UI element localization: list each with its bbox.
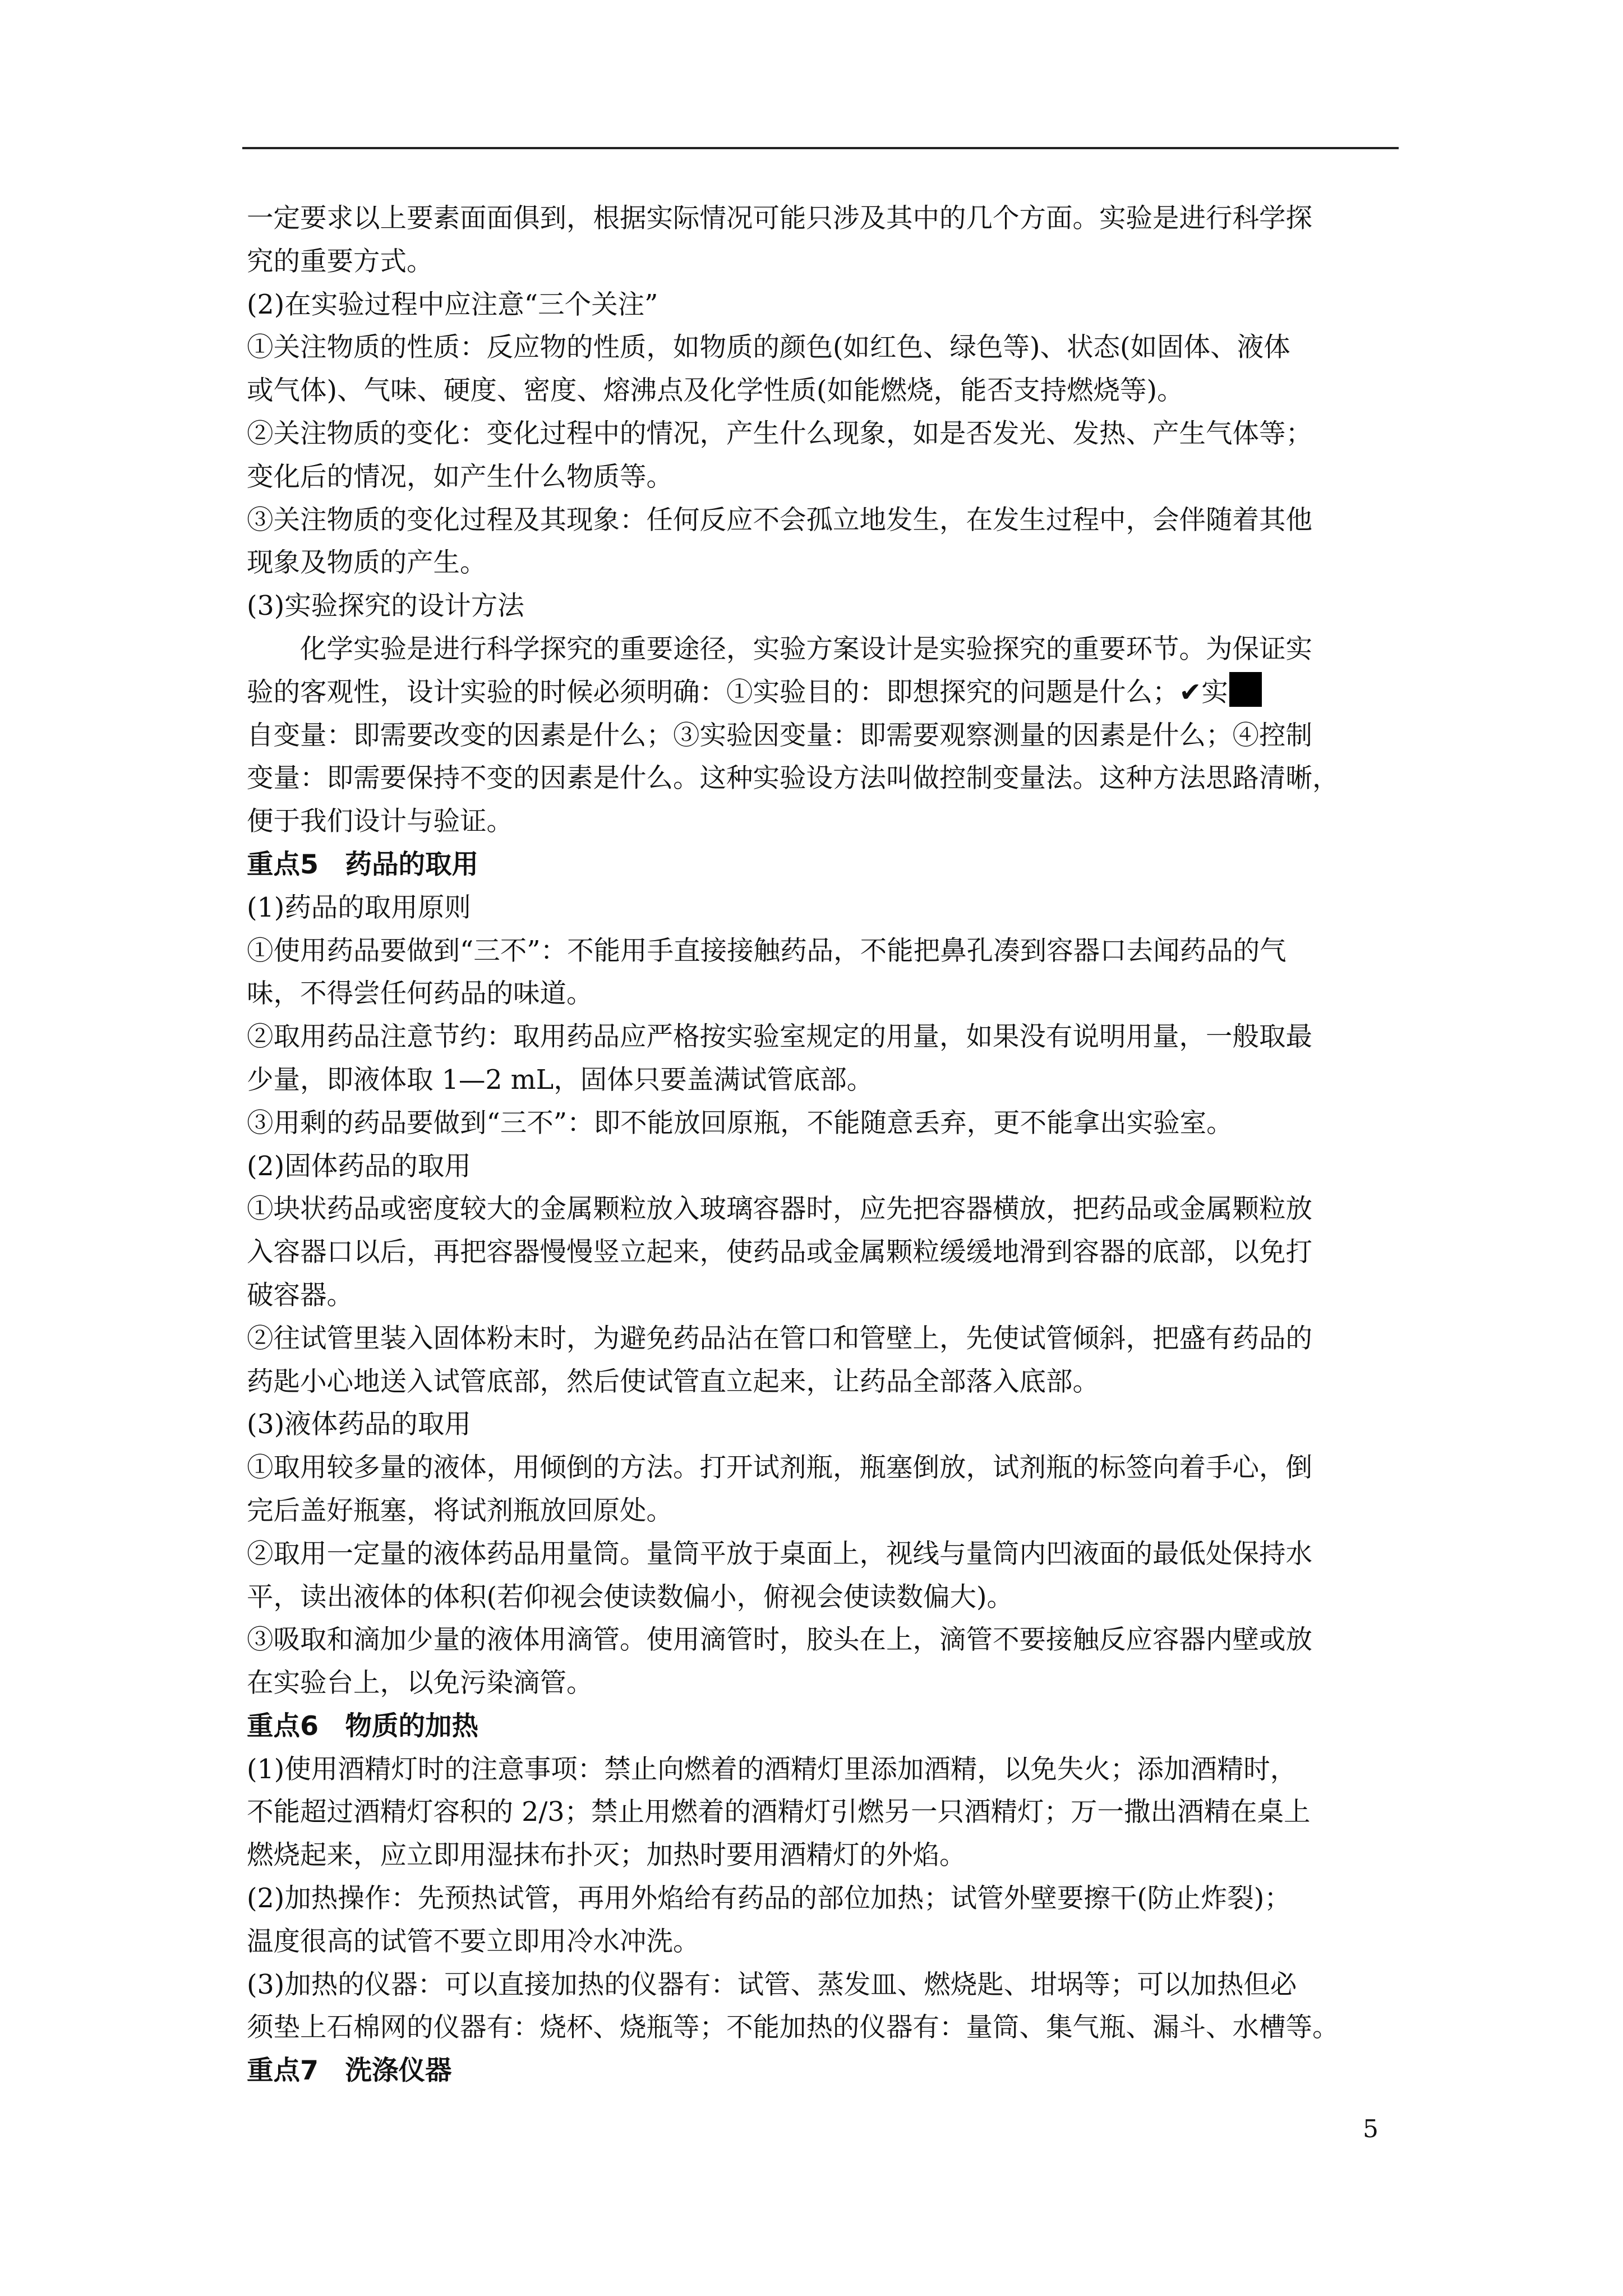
text-line: ③用剩的药品要做到“三不”：即不能放回原瓶，不能随意丢弃，更不能拿出实验室。	[247, 1107, 1233, 1139]
text-line: 药匙小心地送入试管底部，然后使试管直立起来，让药品全部落入底部。	[247, 1366, 1099, 1397]
text-line: 现象及物质的产生。	[247, 547, 487, 579]
text-line: (3)实验探究的设计方法	[247, 591, 524, 622]
text-line: 或气体)、气味、硬度、密度、熔沸点及化学性质(如能燃烧，能否支持燃烧等)。	[247, 375, 1184, 407]
text-line: (3)液体药品的取用	[247, 1409, 471, 1441]
section-heading: 重点5 药品的取用	[247, 849, 479, 880]
text-line: ②取用一定量的液体药品用量筒。量筒平放于桌面上，视线与量筒内凹液面的最低处保持水	[247, 1538, 1312, 1570]
text-line: ①取用较多量的液体，用倾倒的方法。打开试剂瓶，瓶塞倒放，试剂瓶的标签向着手心，倒	[247, 1452, 1312, 1484]
text-line: 在实验台上，以免污染滴管。	[247, 1668, 593, 1699]
text-line: 不能超过酒精灯容积的 2/3；禁止用燃着的酒精灯引燃另一只酒精灯；万一撒出酒精在桌上	[247, 1797, 1311, 1828]
text-line: 自变量：即需要改变的因素是什么；③实验因变量：即需要观察测量的因素是什么；④控制	[247, 720, 1312, 751]
text-line: 平，读出液体的体积(若仰视会使读数偏小，俯视会使读数偏大)。	[247, 1581, 1014, 1613]
text-line: (2)固体药品的取用	[247, 1151, 471, 1182]
text-line: ②关注物质的变化：变化过程中的情况，产生什么现象，如是否发光、发热、产生气体等；	[247, 418, 1312, 449]
text-line-with-overlay	[247, 671, 1396, 715]
text-line: ③关注物质的变化过程及其现象：任何反应不会孤立地发生，在发生过程中，会伴随着其他	[247, 504, 1312, 536]
text-line: ②取用药品注意节约：取用药品应严格按实验室规定的用量，如果没有说明用量，一般取最	[247, 1022, 1312, 1053]
text-line: 须垫上石棉网的仪器有：烧杯、烧瓶等；不能加热的仪器有：量筒、集气瓶、漏斗、水槽等。	[247, 2012, 1339, 2044]
text-line: 便于我们设计与验证。	[247, 806, 513, 838]
text-line: 变量：即需要保持不变的因素是什么。这种实验设方法叫做控制变量法。这种方法思路清晰，	[247, 763, 1339, 794]
text-line: (1)药品的取用原则	[247, 892, 471, 923]
page-number: 5	[1363, 2115, 1378, 2143]
text-line: 变化后的情况，如产生什么物质等。	[247, 461, 673, 493]
text-line: (1)使用酒精灯时的注意事项：禁止向燃着的酒精灯里添加酒精，以免失火；添加酒精时，	[247, 1754, 1297, 1785]
text-line: ①使用药品要做到“三不”：不能用手直接接触药品，不能把鼻孔凑到容器口去闻药品的气	[247, 935, 1287, 967]
text-line: 味，不得尝任何药品的味道。	[247, 978, 593, 1010]
text-segment: 验的客观性，设计实验的时候必须明确：①实验目的：即想探究的问题是什么；	[247, 677, 1179, 708]
text-line: 燃烧起来，应立即用湿抹布扑灭；加热时要用酒精灯的外焰。	[247, 1840, 966, 1871]
text-line: ①关注物质的性质：反应物的性质，如物质的颜色(如红色、绿色等)、状态(如固体、液体	[247, 332, 1290, 364]
header-rule	[242, 147, 1399, 149]
page-body	[247, 197, 1396, 2093]
text-line: (2)在实验过程中应注意“三个关注”	[247, 289, 658, 320]
text-line: 完后盖好瓶塞，将试剂瓶放回原处。	[247, 1495, 673, 1526]
text-line: 化学实验是进行科学探究的重要途径，实验方案设计是实验探究的重要环节。为保证实	[300, 633, 1312, 665]
text-line: ②往试管里装入固体粉末时，为避免药品沾在管口和管壁上，先使试管倾斜，把盛有药品的	[247, 1323, 1312, 1354]
text-line: 入容器口以后，再把容器慢慢竖立起来，使药品或金属颗粒缓缓地滑到容器的底部，以免打	[247, 1237, 1312, 1268]
text-line: 破容器。	[247, 1280, 353, 1311]
text-line: ③吸取和滴加少量的液体用滴管。使用滴管时，胶头在上，滴管不要接触反应容器内壁或放	[247, 1625, 1312, 1656]
text-line: 少量，即液体取 1—2 mL，固体只要盖满试管底部。	[247, 1064, 874, 1096]
checkmark-overlay: ✔实	[1179, 677, 1228, 708]
redaction-block	[1229, 672, 1262, 707]
text-line: 温度很高的试管不要立即用冷水冲洗。	[247, 1926, 700, 1957]
text-line: 一定要求以上要素面面俱到，根据实际情况可能只涉及其中的几个方面。实验是进行科学探	[247, 203, 1312, 234]
section-heading: 重点7 洗涤仪器	[247, 2055, 452, 2087]
text-line: (3)加热的仪器：可以直接加热的仪器有：试管、蒸发皿、燃烧匙、坩埚等；可以加热但必	[247, 1969, 1297, 2000]
section-heading: 重点6 物质的加热	[247, 1710, 479, 1742]
text-line: (2)加热操作：先预热试管，再用外焰给有药品的部位加热；试管外壁要擦干(防止炸裂)；	[247, 1883, 1291, 1915]
text-line: ①块状药品或密度较大的金属颗粒放入玻璃容器时，应先把容器横放，把药品或金属颗粒放	[247, 1194, 1312, 1225]
text-line: 究的重要方式。	[247, 246, 434, 277]
